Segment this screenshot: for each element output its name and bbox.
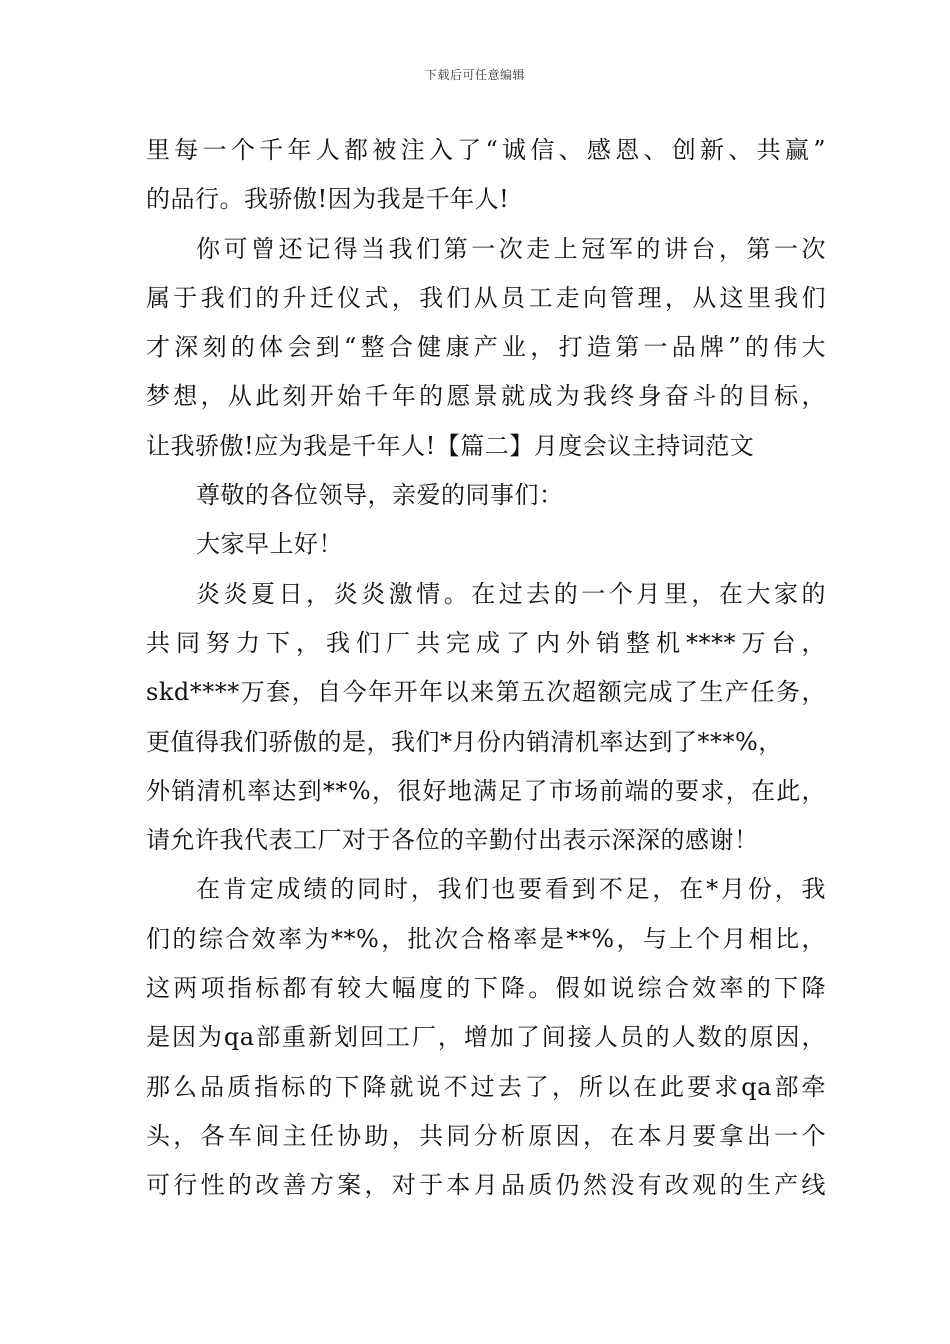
document-body [146, 126, 826, 1211]
text-line: 让我骄傲!应为我是千年人!【篇二】月度会议主持词范文 [146, 431, 755, 460]
text-line: 这两项指标都有较大幅度的下降。假如说综合效率的下降 [146, 974, 826, 1003]
text-line: 尊敬的各位领导，亲爱的同事们： [196, 481, 564, 510]
text-line: 你可曾还记得当我们第一次走上冠军的讲台，第一次 [196, 234, 826, 263]
text-line: 大家早上好！ [196, 530, 343, 559]
text-line: 更值得我们骄傲的是，我们*月份内销清机率达到了***%， [146, 727, 783, 756]
text-line: 的品行。我骄傲!因为我是千年人! [146, 185, 510, 214]
text-line: 可行性的改善方案，对于本月品质仍然没有改观的生产线 [146, 1171, 826, 1200]
text-line: 梦想，从此刻开始千年的愿景就成为我终身奋斗的目标， [146, 382, 826, 411]
text-line: 在肯定成绩的同时，我们也要看到不足，在*月份，我 [196, 875, 826, 904]
text-line: 们的综合效率为**%，批次合格率是**%，与上个月相比， [146, 924, 826, 953]
text-line: 才深刻的体会到“整合健康产业，打造第一品牌”的伟大 [146, 333, 826, 362]
text-line: 外销清机率达到**%，很好地满足了市场前端的要求，在此， [146, 776, 826, 805]
page-header: 下载后可任意编辑 [424, 68, 525, 82]
text-line: 共同努力下，我们厂共完成了内外销整机****万台， [146, 628, 826, 657]
text-line: 头，各车间主任协助，共同分析原因，在本月要拿出一个 [146, 1121, 826, 1150]
text-line: 是因为qa部重新划回工厂，增加了间接人员的人数的原因， [146, 1023, 826, 1052]
text-line: 那么品质指标的下降就说不过去了，所以在此要求qa部牵 [146, 1072, 826, 1101]
text-line: 请允许我代表工厂对于各位的辛勤付出表示深深的感谢！ [146, 826, 759, 855]
text-line: skd****万套，自今年开年以来第五次超额完成了生产任务， [146, 678, 826, 707]
text-line: 里每一个千年人都被注入了“诚信、感恩、创新、共赢” [146, 136, 826, 164]
text-line: 属于我们的升迁仪式，我们从员工走向管理，从这里我们 [146, 283, 826, 312]
text-line: 炎炎夏日，炎炎激情。在过去的一个月里，在大家的 [196, 579, 826, 608]
